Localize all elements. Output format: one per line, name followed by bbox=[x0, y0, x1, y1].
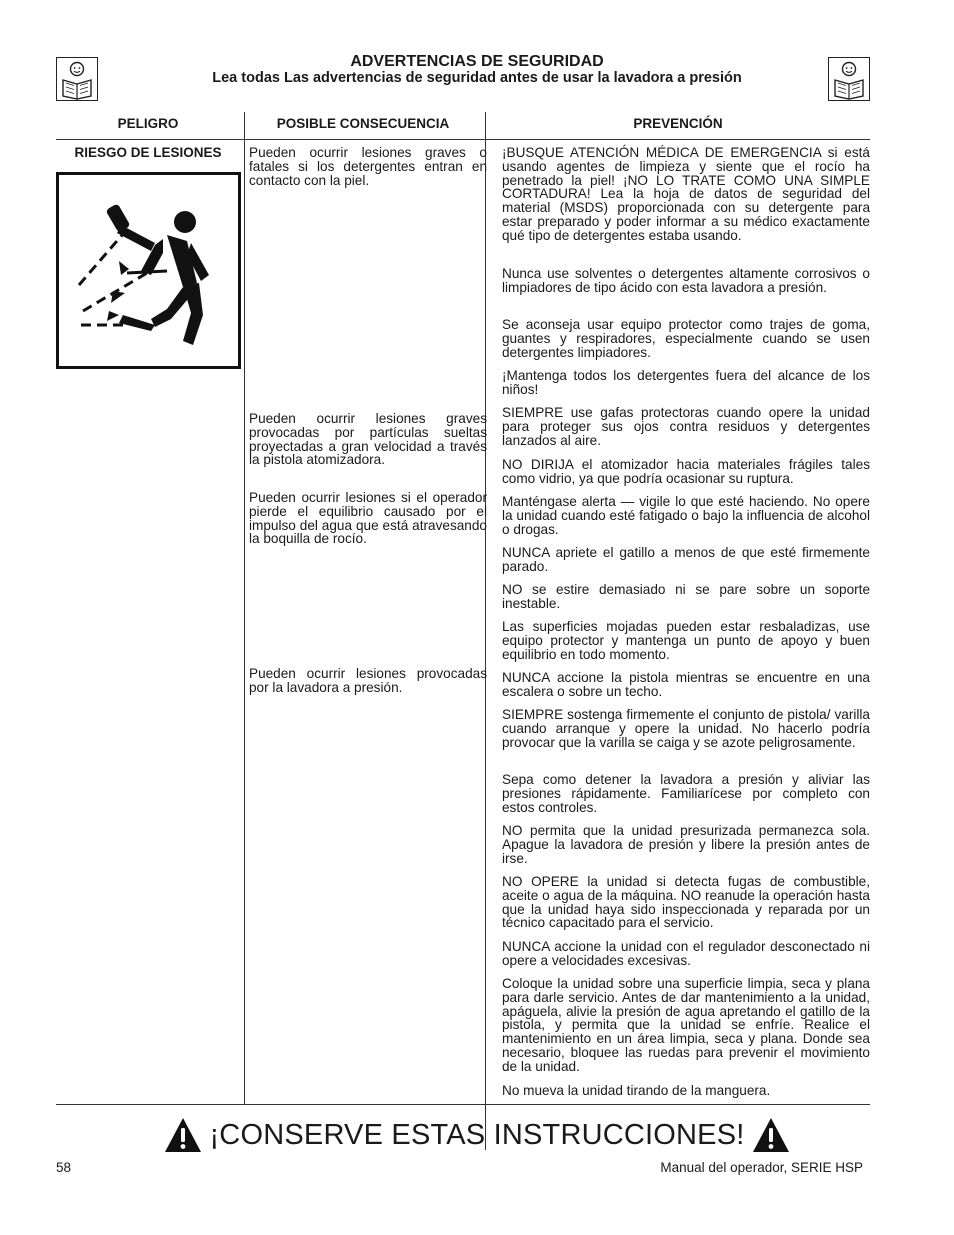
prevention-15: NO OPERE la unidad si detecta fugas de combustible, aceite o agua de la máquina. NO reanude la operación hasta que la unidad haya sido inspeccionada y reparada por un técnico capacitado para el servicio. bbox=[502, 874, 870, 931]
banner-text: ¡CONSERVE ESTAS INSTRUCCIONES! bbox=[209, 1118, 745, 1151]
column-divider-right bbox=[485, 112, 486, 1150]
save-instructions-banner bbox=[0, 1113, 954, 1157]
page-number: 58 bbox=[56, 1160, 72, 1175]
warning-triangle-icon bbox=[751, 1116, 791, 1154]
consequence-4: Pueden ocurrir lesiones provocadas por la lavadora a presión. bbox=[249, 666, 487, 695]
spray-injury-pictogram-icon bbox=[56, 172, 241, 369]
consequence-2: Pueden ocurrir lesiones graves provocadas por partículas sueltas proyectadas a gran velocidad a través la pistola atomizadora. bbox=[249, 411, 487, 468]
page-subtitle: Lea todas Las advertencias de seguridad antes de usar la lavadora a presión bbox=[212, 70, 742, 86]
prevention-4: ¡Mantenga todos los detergentes fuera del alcance de los niños! bbox=[502, 368, 870, 397]
column-header-consequence: POSIBLE CONSECUENCIA bbox=[276, 116, 450, 131]
prevention-16: NUNCA accione la unidad con el regulador desconectado ni opere a velocidades excesivas. bbox=[502, 939, 870, 968]
prevention-13: Sepa como detener la lavadora a presión y aliviar las presiones rápidamente. Familiarícese por completo con estos controles. bbox=[502, 772, 870, 815]
manual-name: Manual del operador, SERIE HSP bbox=[660, 1160, 863, 1175]
prevention-14: NO permita que la unidad presurizada permanezca sola. Apague la lavadora de presión y libere la presión antes de irse. bbox=[502, 823, 870, 866]
prevention-6: NO DIRIJA el atomizador hacia materiales frágiles tales como vidrio, ya que podría ocasionar su ruptura. bbox=[502, 457, 870, 486]
prevention-7: Manténgase alerta — vigile lo que esté haciendo. No opere la unidad cuando esté fatigado o bajo la influencia de alcohol o drogas. bbox=[502, 494, 870, 537]
hazard-label: RIESGO DE LESIONES bbox=[74, 145, 222, 160]
consequence-3: Pueden ocurrir lesiones si el operador pierde el equilibrio causado por el impulso del agua que está atravesando la boquilla de rocío. bbox=[249, 490, 487, 547]
prevention-10: Las superficies mojadas pueden estar resbaladizas, use equipo protector y mantenga un punto de apoyo y buen equilibrio en todo momento. bbox=[502, 619, 870, 662]
prevention-8: NUNCA apriete el gatillo a menos de que esté firmemente parado. bbox=[502, 545, 870, 574]
warning-triangle-icon bbox=[163, 1116, 203, 1154]
prevention-1: ¡BUSQUE ATENCIÓN MÉDICA DE EMERGENCIA si está usando agentes de limpieza y siente que el rocío ha penetrado la piel! ¡NO LO TRATE COMO UNA SIMPLE CORTADURA! Lea la hoja de datos de seguridad del material (MSDS) proporcionada con su detergente para estar preparado y poder informar a su médico exactamente qué tipo de detergentes estaba usando. bbox=[502, 145, 870, 243]
prevention-5: SIEMPRE use gafas protectoras cuando opere la unidad para proteger sus ojos contra residuos y detergentes lanzados al aire. bbox=[502, 405, 870, 448]
prevention-2: Nunca use solventes o detergentes altamente corrosivos o limpiadores de tipo ácido con esta lavadora a presión. bbox=[502, 266, 870, 295]
column-header-prevention: PREVENCIÓN bbox=[633, 116, 723, 131]
prevention-17: Coloque la unidad sobre una superficie limpia, seca y plana para darle servicio. Antes de dar mantenimiento a la unidad, apáguela, alivie la presión de agua apretando el gatillo de la pistola, y permita que la unidad se enfríe. Realice el mantenimiento en un área limpia, seca y plana. Donde sea necesario, bloquee las ruedas para prevenir el movimiento de la unidad. bbox=[502, 976, 870, 1074]
table-header-rule bbox=[56, 139, 870, 140]
column-divider-left bbox=[244, 112, 245, 1105]
prevention-3: Se aconseja usar equipo protector como trajes de goma, guantes y respiradores, especialmente cuando se usen detergentes limpiadores. bbox=[502, 317, 870, 360]
prevention-9: NO se estire demasiado ni se pare sobre un soporte inestable. bbox=[502, 582, 870, 611]
prevention-12: SIEMPRE sostenga firmemente el conjunto de pistola/ varilla cuando arranque y opere la unidad. No hacerlo podría provocar que la varilla se caiga y se azote peligrosamente. bbox=[502, 707, 870, 750]
page-title: ADVERTENCIAS DE SEGURIDAD bbox=[350, 53, 604, 70]
consequence-1: Pueden ocurrir lesiones graves o fatales si los detergentes entran en contacto con la piel. bbox=[249, 145, 487, 188]
column-header-hazard: PELIGRO bbox=[117, 116, 179, 131]
prevention-18: No mueva la unidad tirando de la manguera. bbox=[502, 1083, 771, 1098]
table-bottom-rule bbox=[56, 1104, 870, 1105]
prevention-11: NUNCA accione la pistola mientras se encuentre en una escalera o sobre un techo. bbox=[502, 670, 870, 699]
